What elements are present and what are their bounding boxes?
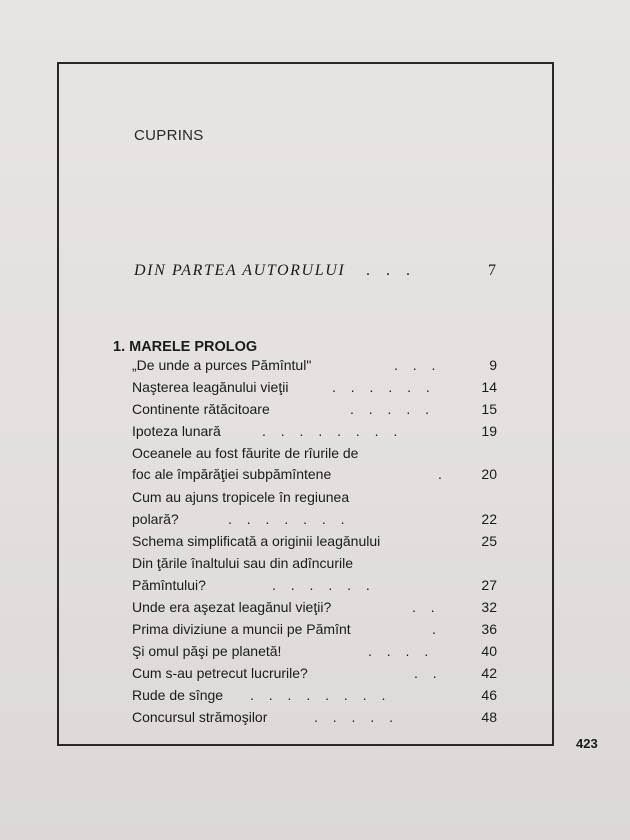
chapter-title: 1. MARELE PROLOG — [113, 339, 258, 355]
toc-entry-page: 22 — [481, 511, 497, 527]
toc-entry-title: Din ţările înaltului sau din adîncurile — [132, 555, 354, 571]
contents-heading: CUPRINS — [134, 127, 204, 144]
toc-entry — [132, 596, 497, 618]
toc-entry-title: Rude de sînge — [132, 687, 224, 703]
toc-entry-leader: . . . . . . — [332, 379, 436, 395]
toc-entry — [132, 618, 497, 640]
toc-entry-title: Naşterea leagănului vieţii — [132, 379, 289, 395]
toc-entry-page: 46 — [481, 687, 497, 703]
toc-entry — [132, 640, 497, 662]
toc-entry — [132, 420, 497, 442]
toc-entry-leader: . . — [412, 599, 441, 615]
toc-entry-leader: . . . . . . . . — [250, 687, 391, 703]
toc-entry-leader: . . . . . . . — [228, 511, 351, 527]
toc-entry — [132, 530, 497, 552]
toc-entry-title: Schema simplificată a originii leagănului — [132, 533, 381, 549]
toc-entry-title: Concursul strămoşilor — [132, 709, 268, 725]
toc-entry-leader: . . — [414, 665, 443, 681]
toc-entry-leader: . — [438, 466, 448, 482]
toc-entry-title: Continente rătăcitoare — [132, 401, 270, 417]
toc-entry-title: Cum au ajuns tropicele în regiunea — [132, 489, 350, 505]
toc-entry-leader: . . . . . — [350, 401, 435, 417]
toc-entry-page: 14 — [481, 379, 497, 395]
toc-entry-title: Unde era aşezat leagănul vieţii? — [132, 599, 332, 615]
toc-entry — [132, 552, 497, 574]
toc-entry — [132, 442, 497, 464]
toc-entry-leader: . . . . . . . . — [262, 423, 403, 439]
toc-entry-title: „De unde a purces Pămîntul" — [132, 357, 312, 373]
toc-entry-page: 27 — [481, 577, 497, 593]
toc-entry — [132, 463, 497, 485]
toc-entry-title: Pămîntului? — [132, 577, 206, 593]
toc-entry — [132, 574, 497, 596]
toc-entry-title: foc ale împărăţiei subpămîntene — [132, 466, 332, 482]
toc-entry-title: Ipoteza lunară — [132, 423, 221, 439]
toc-entry-page: 15 — [481, 401, 497, 417]
toc-entry-page: 40 — [481, 643, 497, 659]
intro-entry — [134, 262, 496, 284]
toc-entry — [132, 486, 497, 508]
toc-entry-leader: . . . . — [368, 643, 434, 659]
toc-entry — [132, 662, 497, 684]
toc-entry-page: 36 — [481, 621, 497, 637]
toc-entry-leader: . — [432, 621, 442, 637]
toc-entry — [132, 398, 497, 420]
toc-entry-page: 25 — [481, 533, 497, 549]
page-number: 423 — [576, 736, 598, 751]
toc-entry-page: 42 — [481, 665, 497, 681]
toc-entry — [132, 508, 497, 530]
toc-entry-page: 32 — [481, 599, 497, 615]
toc-entry — [132, 354, 497, 376]
intro-title: DIN PARTEA AUTORULUI — [134, 262, 346, 279]
toc-entry-title: Şi omul păşi pe planetă! — [132, 643, 282, 659]
toc-entry-title: Cum s-au petrecut lucrurile? — [132, 665, 308, 681]
toc-entry-page: 20 — [481, 466, 497, 482]
intro-page: 7 — [488, 262, 496, 279]
toc-entry-page: 9 — [489, 357, 497, 373]
toc-entry — [132, 706, 497, 728]
toc-entry-leader: . . . . . — [314, 709, 399, 725]
intro-leader: . . . — [366, 262, 416, 279]
toc-entry — [132, 376, 497, 398]
toc-entry-title: polară? — [132, 511, 179, 527]
toc-entry-title: Prima diviziune a muncii pe Pămînt — [132, 621, 351, 637]
toc-entry-page: 48 — [481, 709, 497, 725]
toc-entry-leader: . . . . . . — [272, 577, 376, 593]
toc-entry-page: 19 — [481, 423, 497, 439]
toc-entry-title: Oceanele au fost făurite de rîurile de — [132, 445, 359, 461]
toc-entry — [132, 684, 497, 706]
toc-entry-leader: . . . — [394, 357, 441, 373]
